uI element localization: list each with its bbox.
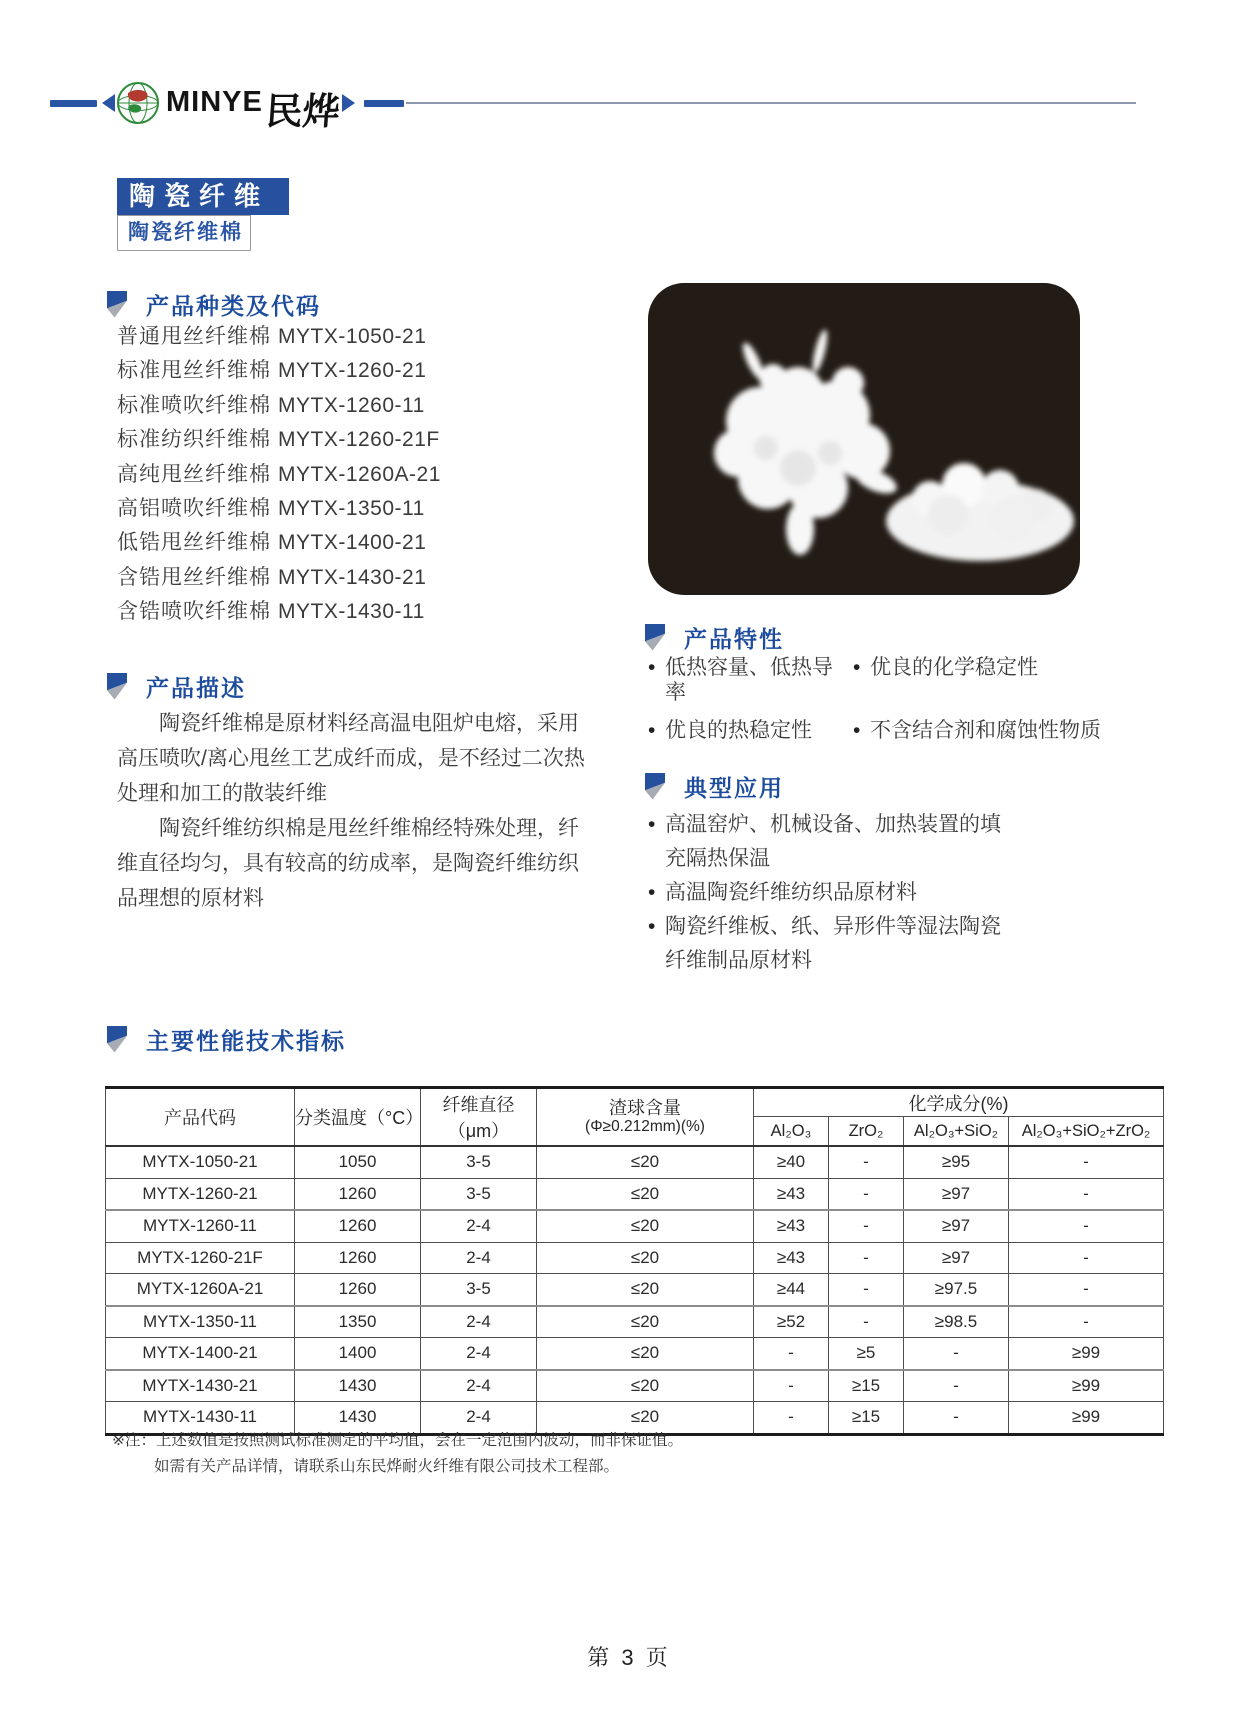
globe-logo-icon [116,81,160,125]
table-cell: MYTX-1260-11 [106,1210,295,1242]
footnote-line1: ※注：上述数值是按照测试标准测定的平均值，会在一定范围内波动，而非保证值。 [112,1432,683,1449]
table-cell: 1430 [295,1370,421,1402]
page-title: 陶瓷纤维 [117,178,289,215]
performance-table [105,1086,1164,1436]
header-rule [406,102,1136,104]
table-row [106,1274,1164,1306]
table-row [106,1242,1164,1274]
table-cell: ≥99 [1009,1402,1164,1435]
product-name: 标准纺织纤维棉 [117,428,271,452]
table-cell: - [1009,1274,1164,1306]
table-cell: ≥44 [754,1274,829,1306]
product-code: MYTX-1430-11 [278,600,425,624]
brand-header [50,80,1150,133]
application-item: • 高温陶瓷纤维纺织品原材料 [648,876,1002,910]
list-item [117,354,441,388]
left-arrow-icon [102,94,115,112]
section-heading-performance [107,1025,346,1053]
product-name: 标准甩丝纤维棉 [117,359,271,383]
table-cell: ≤20 [537,1338,754,1370]
product-code: MYTX-1260-11 [278,393,425,417]
table-cell: MYTX-1430-21 [106,1370,295,1402]
table-cell: - [1009,1306,1164,1338]
table-cell: ≥5 [829,1338,904,1370]
product-code-list [117,320,441,630]
col-header-zro2: ZrO₂ [829,1117,904,1147]
table-cell: ≤20 [537,1210,754,1242]
product-code: MYTX-1350-11 [278,497,425,521]
table-cell: - [829,1210,904,1242]
table-cell: 2-4 [421,1242,537,1274]
table-cell: ≤20 [537,1402,754,1435]
table-cell: 1050 [295,1146,421,1178]
feature-item: • 优良的热稳定性 [648,718,853,743]
table-cell: 2-4 [421,1210,537,1242]
table-cell: 1430 [295,1402,421,1435]
table-cell: - [1009,1242,1164,1274]
table-cell: 1260 [295,1274,421,1306]
table-cell: ≥43 [754,1210,829,1242]
table-cell: MYTX-1260-21 [106,1178,295,1210]
section-heading-features [645,623,784,651]
table-cell: 1260 [295,1210,421,1242]
fiber-cotton-image [648,283,1080,595]
application-item: • 陶瓷纤维板、纸、异形件等湿法陶瓷纤维制品原材料 [648,910,1002,978]
table-cell: 2-4 [421,1402,537,1435]
table-cell: 1260 [295,1178,421,1210]
table-cell: 1400 [295,1338,421,1370]
product-photo [648,283,1080,595]
product-name: 高铝喷吹纤维棉 [117,497,271,521]
header-dash-right [364,100,404,107]
section-flag-icon [645,624,665,651]
table-row [106,1338,1164,1370]
page-number: 第 3 页 [587,1645,671,1670]
table-cell: ≥43 [754,1242,829,1274]
section-title: 典型应用 [684,774,784,801]
table-cell: ≥97 [904,1210,1009,1242]
footnote [112,1428,683,1479]
section-flag-icon [107,673,127,700]
table-cell: 3-5 [421,1178,537,1210]
feature-list [648,655,1160,743]
col-header-product-code: 产品代码 [106,1088,295,1147]
table-cell: ≥97 [904,1178,1009,1210]
footnote-line2: 如需有关产品详情，请联系山东民烨耐火纤维有限公司技术工程部。 [154,1457,620,1475]
table-cell: - [829,1178,904,1210]
feature-item: • 不含结合剂和腐蚀性物质 [853,718,1160,743]
header-dash-left [50,100,97,107]
col-header-temperature: 分类温度（°C） [295,1088,421,1147]
product-name: 标准喷吹纤维棉 [117,393,271,417]
product-code: MYTX-1050-21 [278,325,427,348]
section-heading-applications [645,772,784,800]
table-cell: MYTX-1260-21F [106,1242,295,1274]
table-cell: - [754,1338,829,1370]
table-cell: - [754,1402,829,1435]
col-header-al2o3-sio2: Al₂O₃+SiO₂ [904,1117,1009,1147]
right-arrow-icon [342,94,355,112]
table-cell: ≥15 [829,1402,904,1435]
product-code: MYTX-1260-21 [278,359,427,383]
brand-name-en: MINYE [166,86,263,118]
slag-header-line2: (Φ≥0.212mm)(%) [585,1118,705,1136]
table-cell: ≤20 [537,1274,754,1306]
table-cell: - [1009,1210,1164,1242]
table-cell: MYTX-1350-11 [106,1306,295,1338]
table-cell: - [904,1402,1009,1435]
product-name: 低锆甩丝纤维棉 [117,531,271,555]
section-title: 产品种类及代码 [146,292,321,319]
col-header-slag-content [537,1088,754,1147]
list-item [117,561,441,595]
table-cell: MYTX-1260A-21 [106,1274,295,1306]
table-cell: ≤20 [537,1306,754,1338]
section-flag-icon [107,291,127,318]
table-cell: - [829,1242,904,1274]
table-row [106,1370,1164,1402]
table-cell: ≥52 [754,1306,829,1338]
table-cell: MYTX-1400-21 [106,1338,295,1370]
table-cell: ≤20 [537,1146,754,1178]
table-cell: 2-4 [421,1306,537,1338]
table-cell: MYTX-1430-11 [106,1402,295,1435]
list-item [117,458,441,492]
product-name: 含锆甩丝纤维棉 [117,565,271,589]
table-row [106,1210,1164,1242]
list-item [117,320,441,354]
table-cell: ≥99 [1009,1370,1164,1402]
table-cell: - [1009,1146,1164,1178]
table-cell: - [754,1370,829,1402]
table-row [106,1178,1164,1210]
table-row [106,1146,1164,1178]
section-title: 主要性能技术指标 [146,1027,346,1054]
list-item [117,423,441,457]
product-code: MYTX-1260A-21 [278,462,441,486]
product-name: 含锆喷吹纤维棉 [117,600,271,624]
section-title: 产品描述 [146,674,246,701]
col-header-al2o3-sio2-zro2: Al₂O₃+SiO₂+ZrO₂ [1009,1117,1164,1147]
table-cell: ≥99 [1009,1338,1164,1370]
table-cell: ≥40 [754,1146,829,1178]
table-row [106,1306,1164,1338]
table-cell: 1260 [295,1242,421,1274]
table-cell: - [829,1146,904,1178]
table-cell: - [904,1338,1009,1370]
col-header-diameter: 纤维直径（μm） [421,1088,537,1147]
table-cell: ≥97 [904,1242,1009,1274]
page-subtitle: 陶瓷纤维棉 [117,215,251,251]
table-cell: ≤20 [537,1370,754,1402]
col-header-chemistry-group: 化学成分(%) [754,1088,1164,1117]
application-list [648,808,1002,978]
table-cell: - [829,1306,904,1338]
product-code: MYTX-1430-21 [278,565,427,589]
list-item [117,389,441,423]
table-cell: ≥98.5 [904,1306,1009,1338]
product-name: 普通甩丝纤维棉 [117,325,271,348]
list-item [117,526,441,560]
table-cell: MYTX-1050-21 [106,1146,295,1178]
table-cell: ≥43 [754,1178,829,1210]
section-flag-icon [107,1026,127,1053]
col-header-al2o3: Al₂O₃ [754,1117,829,1147]
table-cell: ≥97.5 [904,1274,1009,1306]
section-title: 产品特性 [684,625,784,652]
table-cell: - [1009,1178,1164,1210]
table-cell: 2-4 [421,1370,537,1402]
brand-name-cn: 民烨 [264,89,342,133]
product-code: MYTX-1260-21F [278,428,440,452]
table-cell: ≤20 [537,1242,754,1274]
table-cell: 3-5 [421,1274,537,1306]
slag-header-line1: 渣球含量 [609,1097,681,1118]
list-item [117,492,441,526]
table-cell: - [904,1370,1009,1402]
table-cell: 3-5 [421,1146,537,1178]
description-text [117,706,592,916]
table-cell: ≤20 [537,1178,754,1210]
application-item: • 高温窑炉、机械设备、加热装置的填充隔热保温 [648,808,1002,876]
section-heading-codes [107,290,321,318]
table-cell: 2-4 [421,1338,537,1370]
list-item [117,595,441,629]
feature-item: • 低热容量、低热导率 [648,655,853,705]
description-paragraph: 陶瓷纤维棉是原材料经高温电阻炉电熔，采用高压喷吹/离心甩丝工艺成纤而成，是不经过二次热处理和加工的散装纤维 [117,712,585,805]
table-cell: - [829,1274,904,1306]
product-name: 高纯甩丝纤维棉 [117,462,271,486]
section-flag-icon [645,773,665,800]
feature-item: • 优良的化学稳定性 [853,655,1160,705]
section-heading-description [107,672,246,700]
product-code: MYTX-1400-21 [278,531,427,555]
table-cell: 1350 [295,1306,421,1338]
description-paragraph: 陶瓷纤维纺织棉是甩丝纤维棉经特殊处理，纤维直径均匀，具有较高的纺成率，是陶瓷纤维纺织品理想的原材料 [117,817,579,910]
table-cell: ≥95 [904,1146,1009,1178]
table-cell: ≥15 [829,1370,904,1402]
